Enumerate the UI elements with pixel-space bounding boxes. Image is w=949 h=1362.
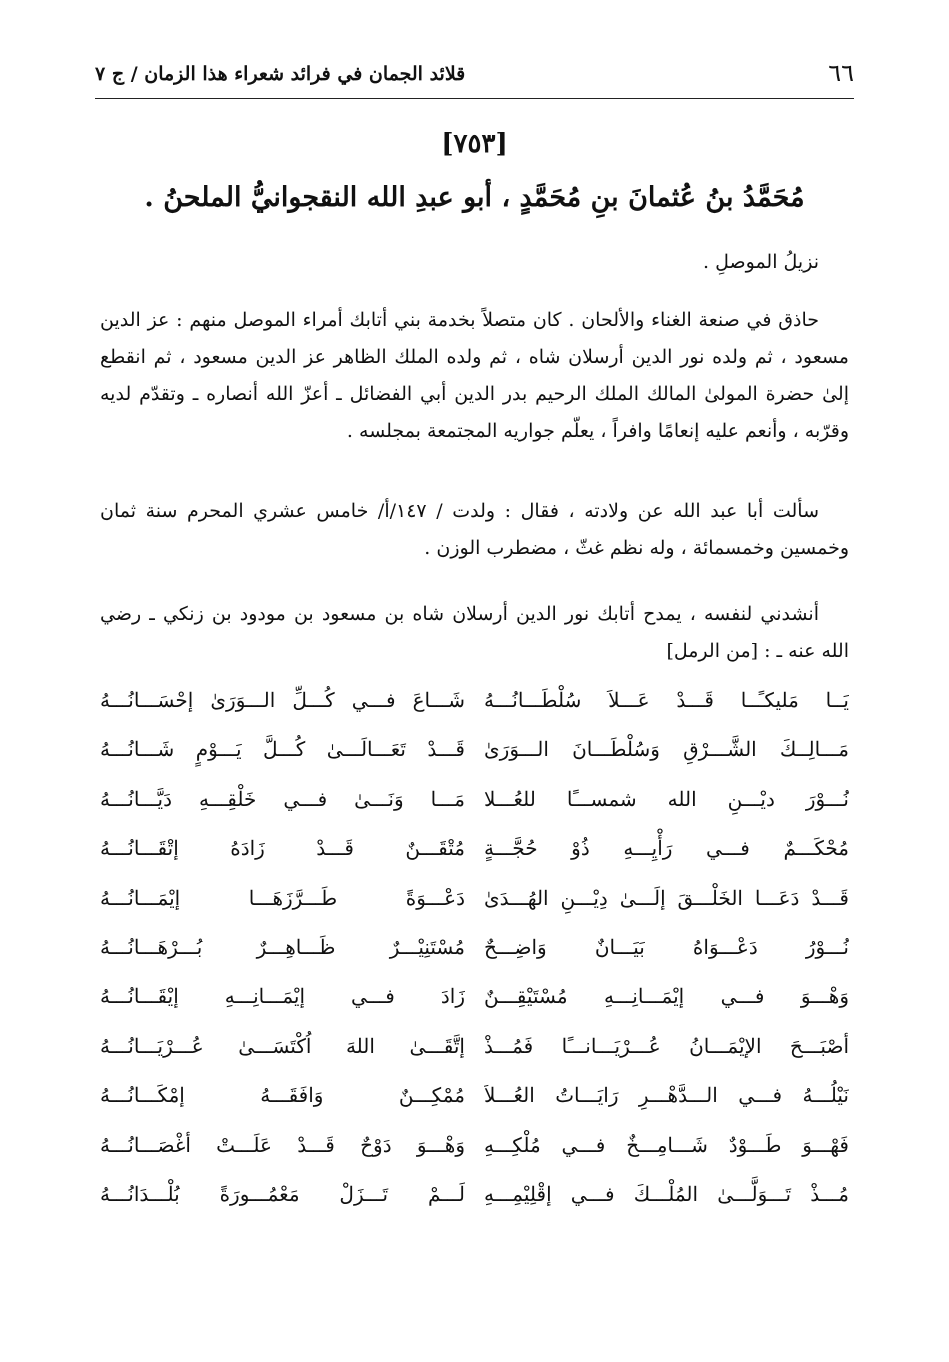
verse-second-hemistich: إتَّقَـــىٰ اللهَ اُكْتَسَـــىٰ عُـــرْيَـــانُـــهُ: [100, 1033, 465, 1058]
verse-second-hemistich: دَعْـــوَةً طَـــرَّزَهَـــا إيْمَـــانُـــهُ: [100, 885, 465, 910]
poem-verse: [100, 729, 849, 778]
paragraph-residence: [100, 244, 849, 281]
verse-second-hemistich: مُمْكِـــنٌ وَافَقَـــهُ إمْكَـــانُـــهُ: [100, 1083, 465, 1108]
running-title: قلائد الجمان في فرائد شعراء هذا الزمان / ج ٧: [95, 63, 466, 85]
verse-first-hemistich: مُـــذْ تَـــوَلَّـــىٰ المُلْـــكَ فـــي إقْلِيْمِـــهِ: [484, 1181, 849, 1206]
verse-first-hemistich: نُـــوْرَ ديْـــنِ الله شمســـًا للعُـــلا: [484, 786, 849, 811]
poem-verse: [100, 976, 849, 1025]
poem: [100, 680, 849, 1223]
paragraph-text: نزيلُ الموصلِ .: [703, 251, 819, 273]
verse-first-hemistich: نَيْلُـــهُ فـــي الـــدَّهْـــرِ رَايَـــاتُ العُـــلاَ: [484, 1083, 849, 1108]
verse-second-hemistich: مُتْقَـــنٌ قَـــدْ زَادَهُ إتْقَـــانُـــهُ: [100, 836, 465, 861]
paragraph-birth: [100, 493, 849, 567]
header-rule: [95, 98, 854, 99]
verse-second-hemistich: مُسْتَنِيْـــرٌ ظَـــاهِـــرٌ بُـــرْهَـــانُـــهُ: [100, 934, 465, 959]
poem-verse: [100, 927, 849, 976]
verse-second-hemistich: قَـــدْ تَعَـــالَـــىٰ كُـــلَّ يَـــوْمٍ شَـــانُـــهُ: [100, 737, 465, 762]
verse-first-hemistich: مَـــالِــكَ الشَّـــرْقِ وَسُلْطَـــانَ الـــوَرَىٰ: [484, 737, 849, 762]
page-header: [95, 58, 854, 94]
verse-first-hemistich: وَهْـــوَ فـــي إيْمَـــانِـــهِ مُسْتَيْقِـــنٌ: [484, 984, 849, 1009]
verse-second-hemistich: شَـــاعَ فـــي كُـــلِّ الـــوَرَىٰ إحْسَـــانُـــهُ: [100, 688, 465, 712]
entry-name: مُحَمَّدُ بنُ عُثمانَ بنِ مُحَمَّدٍ ، أبو عبدِ الله النقجوانيُّ الملحنُ .: [144, 182, 805, 213]
paragraph-biography: [100, 302, 849, 450]
verse-second-hemistich: مَـــا وَنَـــىٰ فـــي خَلْقِـــهِ دَيَّـــانُـــهُ: [100, 786, 465, 811]
paragraph-text: سألت أبا عبد الله عن ولادته ، فقال : ولدت / ١٤٧/أ/ خامس عشري المحرم سنة ثمان وخمسين وخمسمائة ، وله نظم غثّ ، مضطرب الوزن .: [100, 500, 849, 559]
verse-first-hemistich: قَـــدْ دَعَـــا الخَلْـــقَ إلَـــىٰ دِيْـــنِ الهُـــدَىٰ: [484, 885, 849, 910]
paragraph-text: أنشدني لنفسه ، يمدح أتابك نور الدين أرسلان شاه بن مسعود بن مودود بن زنكي ـ رضي الله عنه ـ : [من الرمل]: [100, 603, 849, 662]
poem-verse: [100, 1075, 849, 1124]
poem-verse: [100, 1026, 849, 1075]
verse-second-hemistich: لَـــمْ تَـــزَلْ مَعْمُـــورَةً بُلْـــدَانُـــهُ: [100, 1181, 465, 1206]
poem-verse: [100, 1174, 849, 1223]
verse-first-hemistich: أصْبَـــحَ الإيْمَـــانُ عُـــرْيَـــانـــًا فَمُـــذْ: [484, 1033, 849, 1058]
verse-first-hemistich: يَــا مَليكـًــا قَـــدْ عَـــلاَ سُلْطَـــانُـــهُ: [484, 688, 849, 712]
verse-first-hemistich: فَهْـــوَ طَـــوْدٌ شَـــامِـــخٌ فـــي مُلْكِـــهِ: [484, 1132, 849, 1157]
verse-first-hemistich: مُحْكَـــمٌ فـــي رَأْيِـــهِ ذُوْ حُجَّـــةٍ: [484, 836, 849, 861]
poem-verse: [100, 828, 849, 877]
poem-verse: [100, 878, 849, 927]
entry-number: [٧٥٣]: [441, 129, 508, 159]
verse-first-hemistich: نُـــوْرُ دَعْـــوَاهُ بَيَـــانٌ وَاضِـــحٌ: [484, 934, 849, 959]
poem-verse: [100, 779, 849, 828]
verse-second-hemistich: زَادَ فـــي إيْمَـــانِـــهِ إيْقَـــانُـــهُ: [100, 984, 465, 1009]
poem-verse: [100, 1125, 849, 1174]
page-number: ٦٦: [828, 59, 854, 87]
verse-second-hemistich: وَهْـــوَ دَوْحٌ قَـــدْ عَلَـــتْ أغْصَـــانُـــهُ: [100, 1132, 465, 1157]
poem-verse: [100, 680, 849, 729]
paragraph-text: حاذق في صنعة الغناء والألحان . كان متصلاً بخدمة بني أتابك أمراء الموصل منهم : عز الدين مسعود ، ثم ولده نور الدين أرسلان شاه ، ثم ولده الملك الظاهر عز الدين مسعود ، ثم انقطع إلىٰ حضرة المولىٰ المالك الملك الرحيم بدر الدين أبي الفضائل ـ أعزّ الله أنصاره ـ وتقدّم لديه وقرّبه ، وأنعم عليه إنعامًا وافراً ، يعلّم جواريه المجتمعة بمجلسه .: [100, 309, 849, 442]
paragraph-poem-intro: [100, 596, 849, 670]
